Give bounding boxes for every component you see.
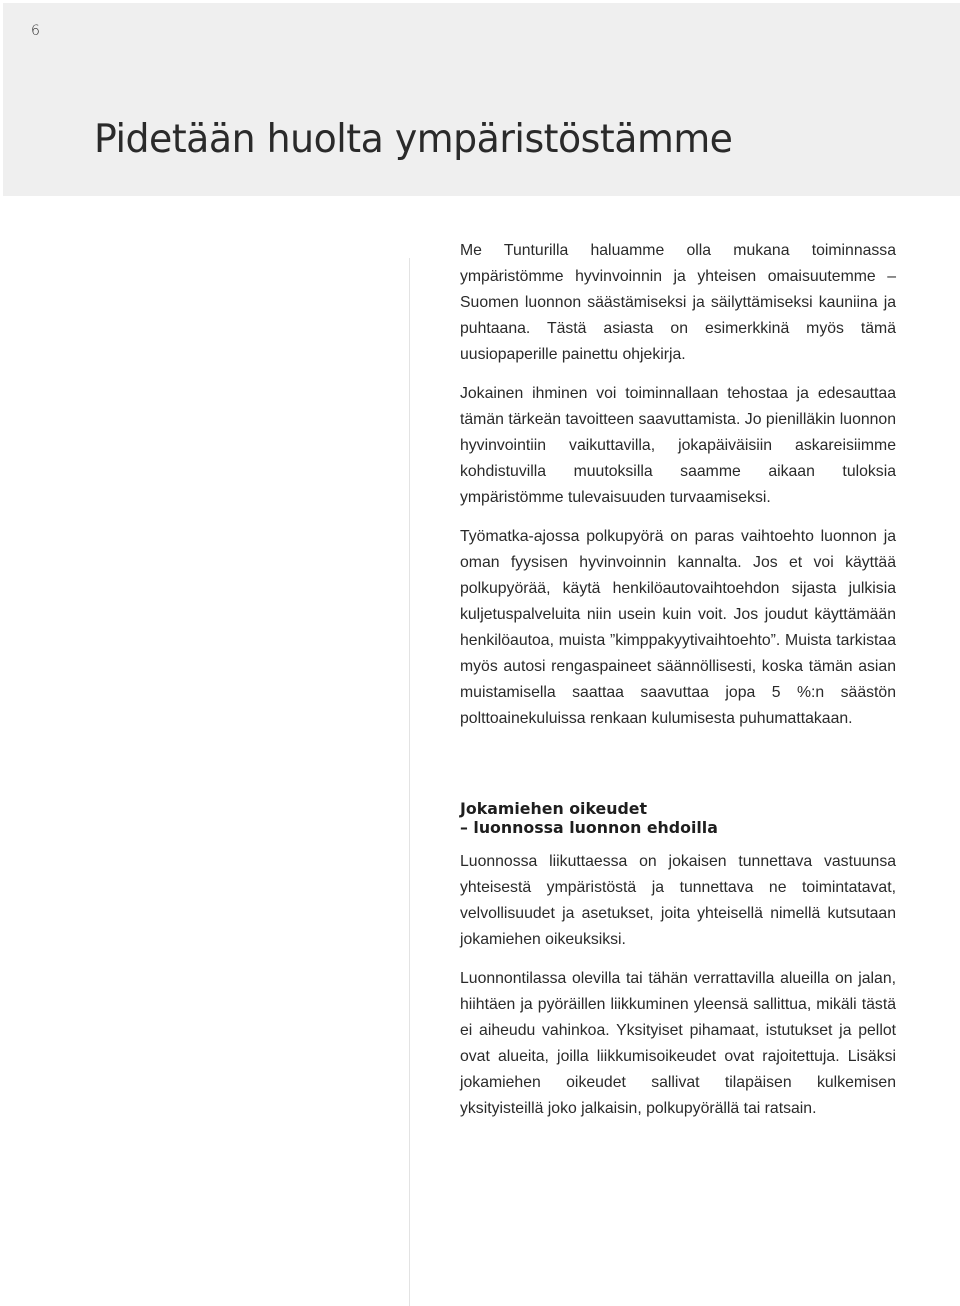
rights-text <box>460 849 896 1135</box>
section-heading <box>460 799 896 837</box>
intro-text <box>460 238 896 745</box>
intro-paragraph: Me Tunturilla haluamme olla mukana toiminnassa ympäristömme hyvinvoinnin ja yhteisen omaisuutemme – Suomen luonnon säästämiseksi ja säilyttämiseksi kauniina ja puhtaana. Tästä asiasta on esimerkkinä myös tämä uusiopaperille painettu ohjekirja. <box>460 242 896 363</box>
column-divider <box>409 258 410 1306</box>
section-heading-line2: – luonnossa luonnon ehdoilla <box>460 818 718 837</box>
page-title: Pidetään huolta ympäristöstämme <box>94 117 733 162</box>
intro-paragraph: Työmatka-ajossa polkupyörä on paras vaihtoehto luonnon ja oman fyysisen hyvinvoinnin kannalta. Jos et voi käyttää polkupyörää, käytä henkilöautovaihtoehdon sijasta julkisia kuljetuspalveluita niin usein kuin voit. Jos joudut käyttämään henkilöautoa, muista ”kimppakyytivaihtoehto”. Muista tarkistaa myös autosi rengaspaineet säännöllisesti, koska tämän asian muistamisella saattaa saavuttaa jopa 5 %:n säästön polttoainekuluissa renkaan kulumisesta puhumattakaan. <box>460 528 896 727</box>
intro-paragraph: Jokainen ihminen voi toiminnallaan tehostaa ja edesauttaa tämän tärkeän tavoitteen saavuttamista. Jo pienilläkin luonnon hyvinvointiin vaikuttavilla, jokapäiväisiin askareisiimme kohdistuvilla muutoksilla saamme aikaan tuloksia ympäristömme tulevaisuuden turvaamiseksi. <box>460 385 896 506</box>
section-heading-line1: Jokamiehen oikeudet <box>460 799 648 818</box>
header-band <box>3 3 960 196</box>
rights-section <box>460 799 896 837</box>
section-paragraph: Luonnossa liikuttaessa on jokaisen tunnettava vastuunsa yhteisestä ympäristöstä ja tunnettava ne toimintatavat, velvollisuudet ja asetukset, joita yhteisellä nimellä kutsutaan jokamiehen oikeuksiksi. <box>460 853 896 948</box>
page-number: 6 <box>31 23 40 39</box>
section-paragraph: Luonnontilassa olevilla tai tähän verrattavilla alueilla on jalan, hiihtäen ja pyöräillen liikkuminen yleensä sallittua, mikäli tästä ei aiheudu vahinkoa. Yksityiset pihamaat, istutukset ja pellot ovat alueita, joilla liikkumisoikeudet ovat rajoitettuja. Lisäksi jokamiehen oikeudet sallivat tilapäisen kulkemisen yksityisteillä joko jalkaisin, polkupyörällä tai ratsain. <box>460 970 896 1117</box>
